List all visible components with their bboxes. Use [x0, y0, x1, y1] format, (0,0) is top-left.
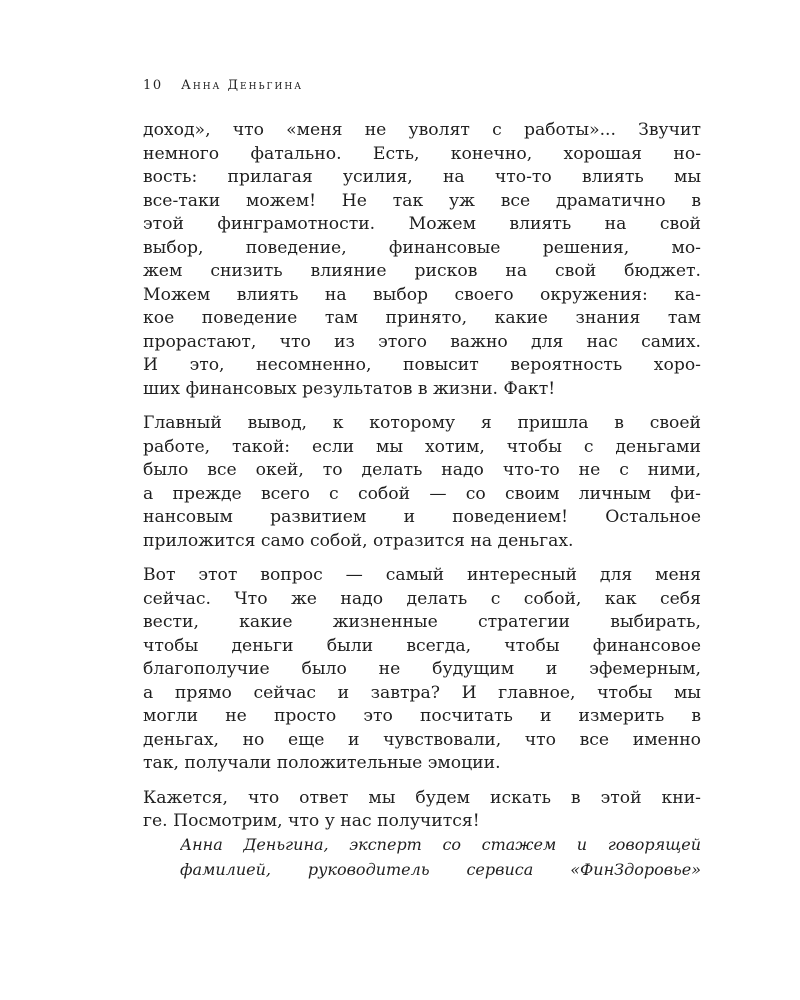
paragraph-4 [143, 787, 701, 834]
text-line: Вот этот вопрос — самый интересный для меня [143, 565, 701, 585]
text-line: Можем влиять на выбор своего окружения: ка- [143, 284, 701, 305]
text-line: так, получали положительные эмоции. [143, 753, 501, 773]
text-line: благополучие было не будущим и эфемерным, [143, 659, 701, 679]
text-line: деньгах, но еще и чувствовали, что все именно [143, 729, 701, 750]
text-line: вость: прилагая усилия, на что-то влиять мы [143, 167, 701, 187]
text-line: нансовым развитием и поведением! Остальное [143, 507, 701, 527]
text-line: приложится само собой, отразится на деньгах. [143, 530, 574, 551]
text-line: жем снизить влияние рисков на свой бюджет. [143, 261, 701, 281]
text-line: прорастают, что из этого важно для нас самих. [143, 331, 701, 352]
body-text [143, 119, 701, 845]
text-line: кое поведение там принято, какие знания там [143, 308, 701, 328]
text-line: немного фатально. Есть, конечно, хорошая но- [143, 143, 701, 164]
text-line: доход», что «меня не уволят с работы»... Звучит [143, 120, 701, 140]
author-signature [180, 833, 701, 882]
text-line: Кажется, что ответ мы будем искать в этой кни- [143, 787, 701, 808]
running-header [143, 78, 303, 93]
text-line: И это, несомненно, повысит вероятность хоро- [143, 355, 701, 375]
running-header-author: Анна Деньгина [181, 78, 304, 93]
text-line: было все окей, то делать надо что-то не с ними, [143, 460, 701, 480]
paragraph-2 [143, 412, 701, 553]
paragraph-3 [143, 564, 701, 776]
signature-line: Анна Деньгина, эксперт со стажем и говорящей [180, 835, 701, 854]
text-line: а прежде всего с собой — со своим личным фи- [143, 483, 701, 504]
text-line: Главный вывод, к которому я пришла в своей [143, 413, 701, 433]
text-line: ших финансовых результатов в жизни. Факт! [143, 378, 556, 399]
text-line: работе, такой: если мы хотим, чтобы с деньгами [143, 436, 701, 457]
text-line: этой финграмотности. Можем влиять на свой [143, 214, 701, 234]
text-line: чтобы деньги были всегда, чтобы финансовое [143, 635, 701, 656]
text-line: ге. Посмотрим, что у нас получится! [143, 811, 480, 831]
text-line: вести, какие жизненные стратегии выбирать, [143, 612, 701, 632]
paragraph-1 [143, 119, 701, 401]
text-line: выбор, поведение, финансовые решения, мо- [143, 237, 701, 258]
text-line: а прямо сейчас и завтра? И главное, чтобы мы [143, 682, 701, 703]
text-line: могли не просто это посчитать и измерить в [143, 706, 701, 726]
page-number: 10 [143, 78, 163, 93]
signature-line: фамилией, руководитель сервиса «ФинЗдоровье» [180, 859, 701, 879]
text-line: все-таки можем! Не так уж все драматично в [143, 190, 701, 211]
text-line: сейчас. Что же надо делать с собой, как себя [143, 588, 701, 609]
